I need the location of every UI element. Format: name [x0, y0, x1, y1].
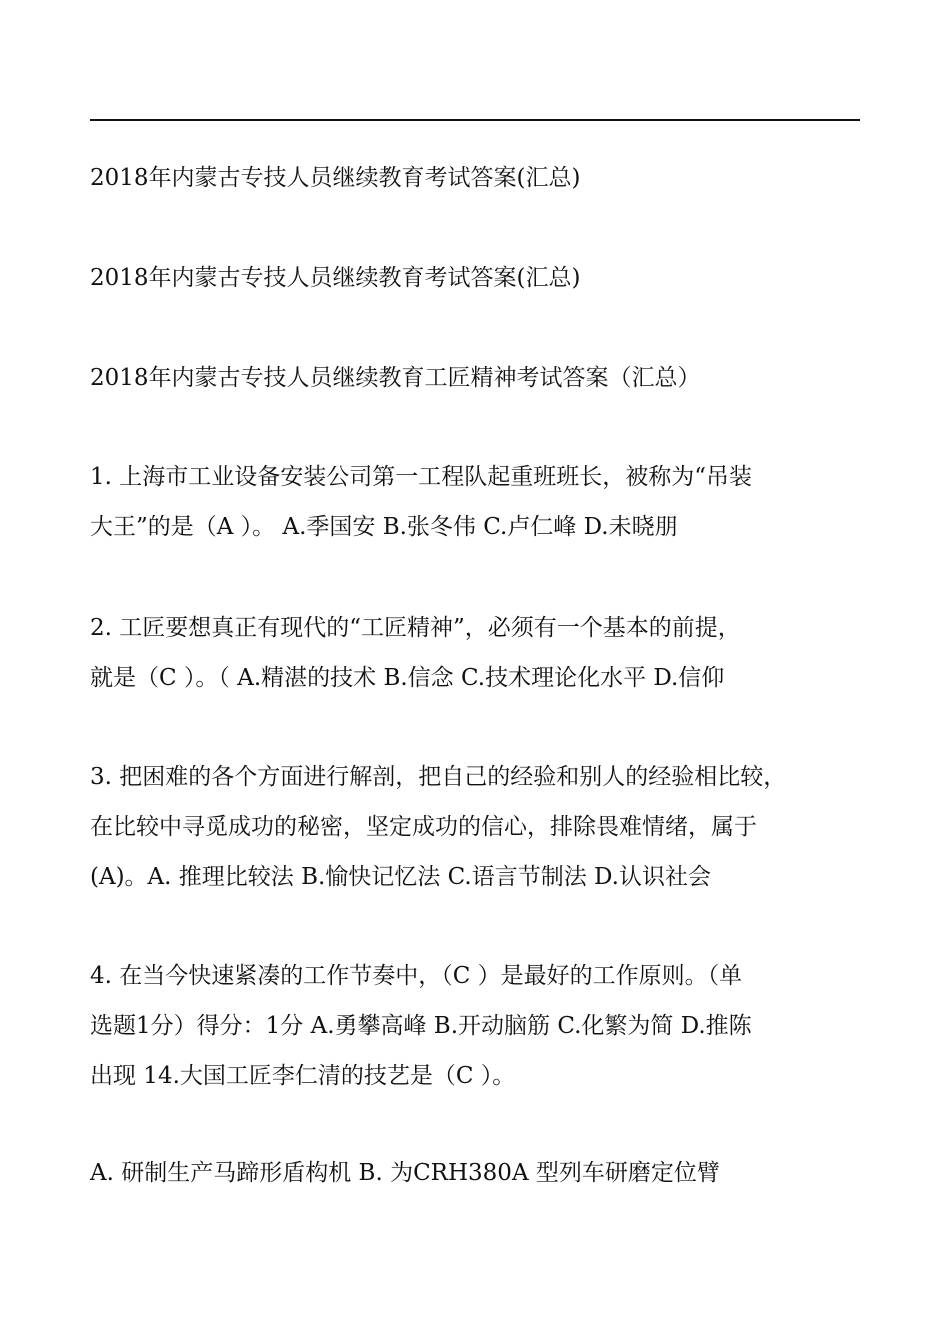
question-3	[90, 752, 880, 902]
top-horizontal-rule	[90, 119, 860, 121]
text-line: (A)。A. 推理比较法 B.愉快记忆法 C.语言节制法 D.认识社会	[90, 864, 711, 890]
title-line-2	[90, 253, 880, 303]
title-line-3	[90, 353, 880, 403]
text-line: 2018年内蒙古专技人员继续教育考试答案(汇总)	[90, 265, 581, 291]
text-line: A. 研制生产马蹄形盾构机 B. 为CRH380A 型列车研磨定位臂	[90, 1160, 720, 1186]
question-2	[90, 603, 880, 703]
text-line: 2018年内蒙古专技人员继续教育工匠精神考试答案（汇总）	[90, 365, 701, 391]
text-line: 3. 把困难的各个方面进行解剖，把自己的经验和别人的经验相比较，	[90, 764, 787, 790]
text-line: 1. 上海市工业设备安装公司第一工程队起重班班长，被称为“吊装	[90, 464, 753, 490]
question-4	[90, 951, 880, 1101]
text-line: 2018年内蒙古专技人员继续教育考试答案(汇总)	[90, 165, 581, 191]
question-14-options	[90, 1148, 880, 1198]
text-line: 选题1分）得分：1分 A.勇攀高峰 B.开动脑筋 C.化繁为简 D.推陈	[90, 1013, 752, 1039]
question-1	[90, 452, 880, 552]
text-line: 4. 在当今快速紧凑的工作节奏中，（C ）是最好的工作原则。（单	[90, 963, 743, 989]
text-line: 就是（C ）。（ A.精湛的技术 B.信念 C.技术理论化水平 D.信仰	[90, 665, 725, 691]
title-line-1	[90, 153, 880, 203]
text-line: 2. 工匠要想真正有现代的“工匠精神”，必须有一个基本的前提，	[90, 615, 741, 641]
text-line: 出现 14.大国工匠李仁清的技艺是（C ）。	[90, 1063, 516, 1089]
text-line: 在比较中寻觅成功的秘密，坚定成功的信心，排除畏难情绪，属于	[90, 814, 757, 840]
text-line: 大王”的是（A ）。 A.季国安 B.张冬伟 C.卢仁峰 D.未晓朋	[90, 514, 678, 540]
